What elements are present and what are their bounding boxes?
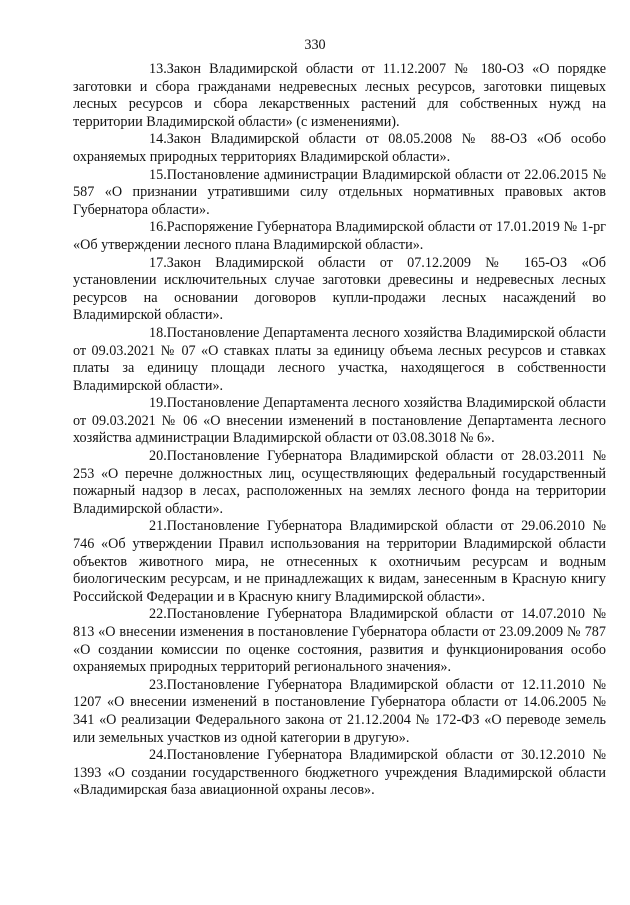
list-item (73, 255, 606, 325)
item-number: 18. (149, 324, 167, 341)
item-number: 24. (149, 747, 167, 764)
item-text: Постановление Губернатора Владимирской области от 30.12.2010 № 1393 «О создании государственного бюджетного учреждения Владимирской области «Владимирская база авиационной охраны лесов». (73, 747, 606, 799)
item-text: Постановление Губернатора Владимирской области от 12.11.2010 № 1207 «О внесении изменений в постановление Губернатора области от 14.06.2005 № 341 «О реализации Федерального закона от 21.12.2004 № 172-ФЗ «О переводе земель или земельных участков из одной категории в другую». (73, 676, 606, 746)
item-number: 13. (149, 61, 167, 77)
list-item (73, 395, 606, 448)
item-text: Закон Владимирской области от 07.12.2009 № 165-ОЗ «Об установлении исключительных случае заготовки древесины и недревесных лесных ресурсов на основании договоров купли-продажи лесных насаждений во Владимирской области». (73, 254, 606, 324)
list-item (73, 219, 606, 254)
item-number: 15. (149, 166, 167, 183)
item-number: 16. (149, 219, 167, 236)
list-item (73, 131, 606, 166)
item-text: Постановление Департамента лесного хозяйства Владимирской области от 09.03.2021 № 06 «О внесении изменений в постановление Департамента лесного хозяйства администрации Владимирской области от 03.08.3018 № 6». (73, 395, 606, 447)
item-number: 21. (149, 518, 167, 535)
list-item (73, 518, 606, 606)
list-item (73, 325, 606, 395)
item-number: 19. (149, 395, 167, 412)
item-text: Закон Владимирской области от 08.05.2008 № 88-ОЗ «Об особо охраняемых природных территориях Владимирской области». (73, 131, 606, 165)
list-item (73, 677, 606, 747)
item-text: Постановление Департамента лесного хозяйства Владимирской области от 09.03.2021 № 07 «О ставках платы за единицу объема лесных ресурсов и ставках платы за единицу площади лесного участка, находящегося в собственности Владимирской области». (73, 324, 606, 394)
list-item (73, 167, 606, 220)
item-number: 20. (149, 448, 167, 465)
item-text: Постановление Губернатора Владимирской области от 28.03.2011 № 253 «О перечне должностных лиц, осуществляющих федеральный государственный пожарный надзор в лесах, расположенных на землях лесного фонда на территории Владимирской области». (73, 448, 606, 517)
document-body (73, 61, 606, 800)
item-text: Распоряжение Губернатора Владимирской области от 17.01.2019 № 1-рг «Об утверждении лесного плана Владимирской области». (73, 219, 606, 253)
item-number: 17. (149, 254, 167, 271)
item-number: 22. (149, 606, 167, 623)
list-item (73, 61, 606, 131)
page-number: 330 (304, 37, 326, 53)
item-text: Постановление Губернатора Владимирской области от 14.07.2010 № 813 «О внесении изменения в постановление Губернатора области от 23.09.2009 № 787 «О создании комиссии по оценке состояния, развития и функционирования особо охраняемых природных территорий регионального значения». (73, 606, 606, 676)
list-item (73, 448, 606, 518)
list-item (73, 606, 606, 676)
item-text: Постановление администрации Владимирской области от 22.06.2015 № 587 «О признании утратившими силу отдельных нормативных правовых актов Губернатора области». (73, 166, 606, 218)
item-text: Закон Владимирской области от 11.12.2007 № 180-ОЗ «О порядке заготовки и сбора гражданами недревесных лесных ресурсов, заготовки пищевых лесных ресурсов и сбора лекарственных растений для собственных нужд на территории Владимирской области» (с изменениями). (73, 61, 606, 130)
item-number: 14. (149, 131, 167, 148)
item-number: 23. (149, 676, 167, 693)
item-text: Постановление Губернатора Владимирской области от 29.06.2010 № 746 «Об утверждении Правил использования на территории Владимирской области объектов животного мира, не отнесенных к охотничьим ресурсам и водным биологическим ресурсам, и не принадлежащих к видам, занесенным в Красную книгу Российской Федерации и в Красную книгу Владимирской области». (73, 518, 606, 605)
list-item (73, 747, 606, 800)
